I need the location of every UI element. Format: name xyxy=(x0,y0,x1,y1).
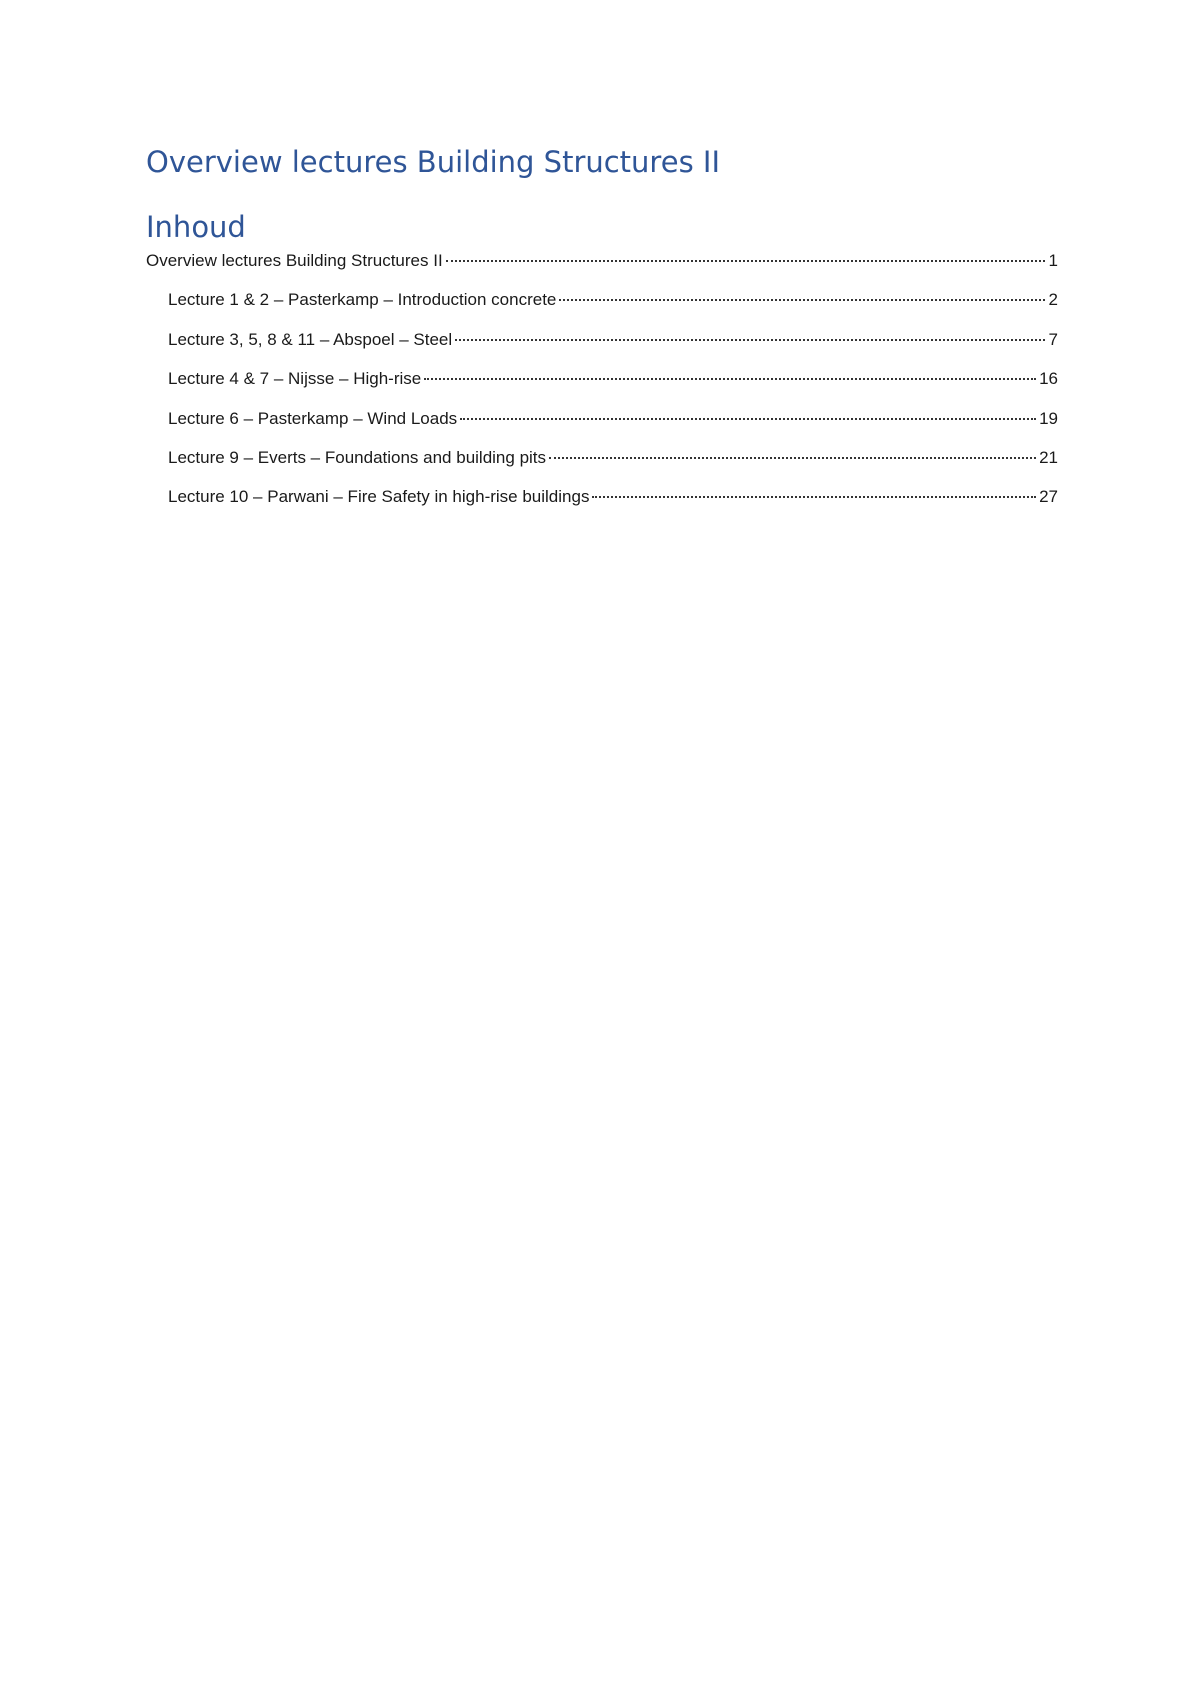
toc-entry-overview[interactable] xyxy=(146,251,1058,290)
table-of-contents xyxy=(146,251,1058,527)
toc-page-number: 7 xyxy=(1048,329,1058,349)
toc-dot-leader xyxy=(424,378,1036,380)
toc-entry-text: Lecture 6 – Pasterkamp – Wind Loads xyxy=(168,408,458,428)
toc-entry-text: Lecture 3, 5, 8 & 11 – Abspoel – Steel xyxy=(168,329,453,349)
toc-page-number: 19 xyxy=(1039,408,1058,428)
toc-entry-text: Lecture 4 & 7 – Nijsse – High-rise xyxy=(168,369,422,389)
toc-entry-text: Lecture 9 – Everts – Foundations and building pits xyxy=(168,447,547,467)
toc-page-number: 1 xyxy=(1048,251,1058,270)
toc-page-number: 27 xyxy=(1039,487,1058,507)
toc-dot-leader xyxy=(446,260,1045,262)
toc-page-number: 16 xyxy=(1039,369,1058,389)
toc-dot-leader xyxy=(455,339,1045,341)
toc-entry-text: Lecture 1 & 2 – Pasterkamp – Introduction concrete xyxy=(168,290,557,310)
toc-page-number: 21 xyxy=(1039,447,1058,467)
toc-entry-lecture-1-2[interactable] xyxy=(146,290,1058,329)
toc-entry-lecture-10[interactable] xyxy=(146,487,1058,526)
toc-dot-leader xyxy=(549,457,1036,459)
toc-dot-leader xyxy=(559,299,1045,301)
toc-entry-lecture-6[interactable] xyxy=(146,409,1058,448)
toc-dot-leader xyxy=(592,496,1036,498)
document-title: Overview lectures Building Structures II xyxy=(146,145,720,179)
toc-entry-lecture-4-7[interactable] xyxy=(146,369,1058,408)
toc-entry-lecture-3-5-8-11[interactable] xyxy=(146,330,1058,369)
toc-entry-text: Lecture 10 – Parwani – Fire Safety in high-rise buildings xyxy=(168,487,590,507)
toc-dot-leader xyxy=(460,418,1036,420)
toc-entry-lecture-9[interactable] xyxy=(146,448,1058,487)
toc-heading: Inhoud xyxy=(146,210,246,244)
toc-page-number: 2 xyxy=(1048,290,1058,310)
toc-entry-text: Overview lectures Building Structures II xyxy=(146,251,443,270)
